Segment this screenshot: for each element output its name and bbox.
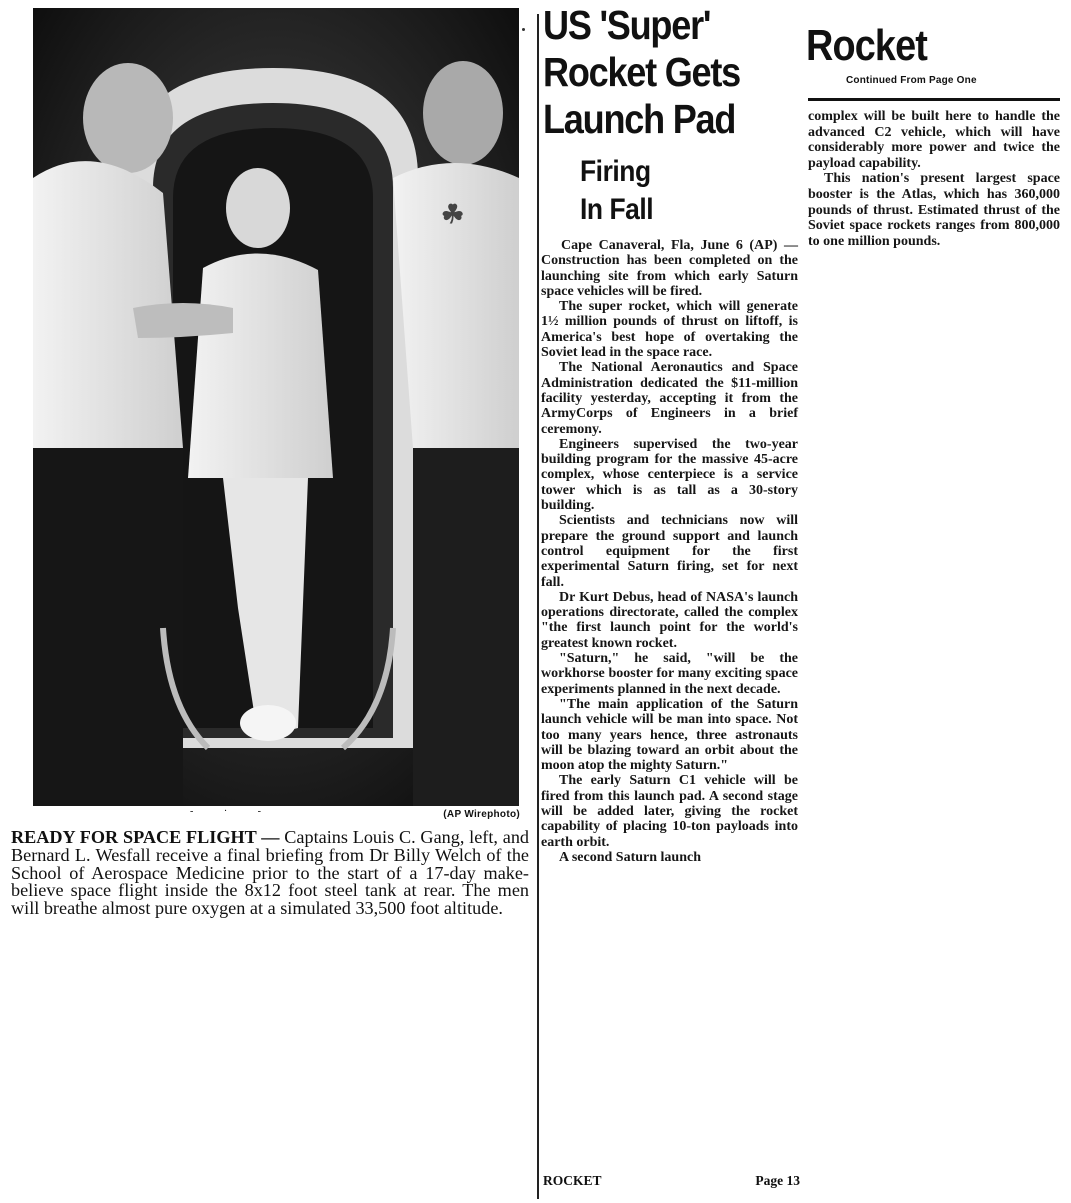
- continuation-subtitle: Continued From Page One: [846, 75, 977, 86]
- article-headline: [543, 2, 774, 143]
- body-paragraph-9: The early Saturn C1 vehicle will be fired from this launch pad. A second stage will be added later, giving the rocket capability of placing 10-ton payloads into earth orbit.: [541, 773, 798, 850]
- svg-text:☘: ☘: [441, 200, 465, 229]
- continuation-paragraph-1: complex will be built here to handle the advanced C2 vehicle, which will have considerably more power and twice the payload capability.: [808, 109, 1060, 171]
- ink-dot: [522, 28, 525, 31]
- deck-line-2: In Fall: [580, 193, 654, 226]
- headline-line-2: Rocket Gets: [543, 49, 740, 95]
- continuation-body: [808, 109, 1060, 249]
- continuation-title: Rocket: [806, 21, 928, 70]
- body-paragraph-2: The super rocket, which will generate 1½ million pounds of thrust on liftoff, is America's best hope of overtaking the Soviet lead in the space race.: [541, 299, 798, 361]
- body-paragraph-6: Dr Kurt Debus, head of NASA's launch operations directorate, called the complex "the first launch point for the world's greatest known rocket.: [541, 589, 798, 651]
- continuation-rule: [808, 98, 1060, 101]
- jump-label: ROCKET: [543, 1173, 602, 1188]
- body-paragraph-3: The National Aeronautics and Space Administration dedicated the $11-million facility yesterday, accepting it from the ArmyCorps of Engineers in a brief ceremony.: [541, 360, 798, 437]
- photo-edge-marks: - · -: [190, 806, 275, 817]
- headline-line-3: Launch Pad: [543, 96, 736, 142]
- body-paragraph-10: A second Saturn launch: [559, 849, 701, 865]
- photo-credit: (AP Wirephoto): [443, 809, 520, 820]
- caption-lead: READY FOR SPACE FLIGHT —: [11, 827, 280, 847]
- article-deck: [580, 153, 653, 229]
- news-photo: [33, 8, 519, 806]
- continuation-paragraph-2: This nation's present largest space booster is the Atlas, which has 360,000 pounds of thrust. Estimated thrust of the Soviet space rockets ranges from 800,000 to one million pounds.: [808, 171, 1060, 249]
- body-paragraph-5: Scientists and technicians now will prepare the ground support and launch control equipment for the first experimental Saturn firing, set for next fall.: [541, 513, 798, 590]
- deck-line-1: Firing: [580, 155, 651, 188]
- photo-caption: [11, 829, 529, 918]
- caption-text: Captains Louis C. Gang, left, and Bernard L. Wesfall receive a final briefing from Dr Billy Welch of the School of Aerospace Medicine prior to the start of a 17-day make-believe space flight inside the 8x12 foot steel tank at rear. The men will breathe almost pure oxygen at a simulated 33,500 foot altitude.: [11, 827, 530, 919]
- jump-page: Page 13: [755, 1173, 800, 1188]
- headline-line-1: US 'Super': [543, 2, 711, 48]
- body-paragraph-8: "The main application of the Saturn launch vehicle will be man into space. Not too many years hence, three astronauts will be blazing toward an orbit about the moon atop the mighty Saturn.": [541, 696, 798, 774]
- column-rule: [537, 14, 539, 1199]
- jump-line: [543, 1173, 800, 1189]
- body-paragraph-4: Engineers supervised the two-year building program for the massive 45-acre complex, whose centerpiece is a service tower which is as tall as a 30-story building.: [541, 436, 798, 514]
- photo-astronaut-in-chamber-icon: [33, 8, 519, 806]
- body-paragraph-1: Cape Canaveral, Fla, June 6 (AP) — Construction has been completed on the launching site from which early Saturn space vehicles will be fired.: [541, 238, 798, 299]
- article-body: [541, 238, 798, 865]
- body-paragraph-7: "Saturn," he said, "will be the workhorse booster for many exciting space experiments planned in the next decade.: [541, 651, 798, 697]
